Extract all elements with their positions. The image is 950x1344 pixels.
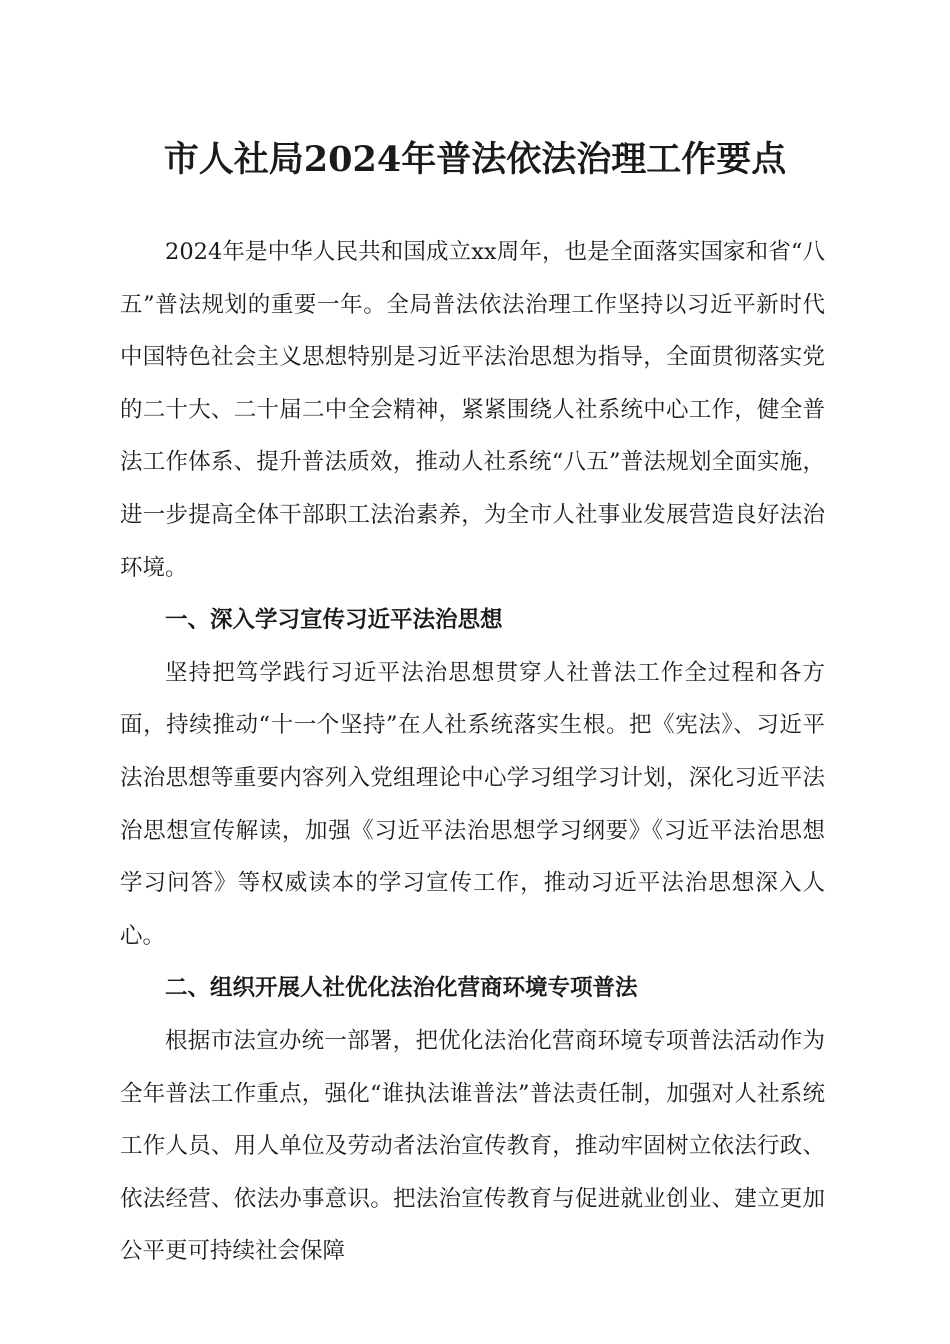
section-paragraph-2: 根据市法宣办统一部署，把优化法治化营商环境专项普法活动作为全年普法工作重点，强化“谁执法谁普法”普法责任制，加强对人社系统工作人员、用人单位及劳动者法治宣传教育，推动牢固树立依法行政、依法经营、依法办事意识。把法治宣传教育与促进就业创业、建立更加公平更可持续社会保障 xyxy=(120,1027,825,1265)
document-body xyxy=(120,226,825,1278)
section-heading-1: 一、深入学习宣传习近平法治思想 xyxy=(165,607,503,634)
document-title: 市人社局2024年普法依法治理工作要点 xyxy=(163,139,787,180)
section-heading-2: 二、组织开展人社优化法治化营商环境专项普法 xyxy=(165,975,638,1002)
section-paragraph-1: 坚持把笃学践行习近平法治思想贯穿人社普法工作全过程和各方面，持续推动“十一个坚持”在人社系统落实生根。把《宪法》、习近平法治思想等重要内容列入党组理论中心学习组学习计划，深化习近平法治思想宣传解读，加强《习近平法治思想学习纲要》《习近平法治思想学习问答》等权威读本的学习宣传工作，推动习近平法治思想深入人心。 xyxy=(120,659,825,949)
intro-paragraph: 2024年是中华人民共和国成立xx周年，也是全面落实国家和省“八五”普法规划的重要一年。全局普法依法治理工作坚持以习近平新时代中国特色社会主义思想特别是习近平法治思想为指导，全面贯彻落实党的二十大、二十届二中全会精神，紧紧围绕人社系统中心工作，健全普法工作体系、提升普法质效，推动人社系统“八五”普法规划全面实施，进一步提高全体干部职工法治素养，为全市人社事业发展营造良好法治环境。 xyxy=(120,239,825,581)
